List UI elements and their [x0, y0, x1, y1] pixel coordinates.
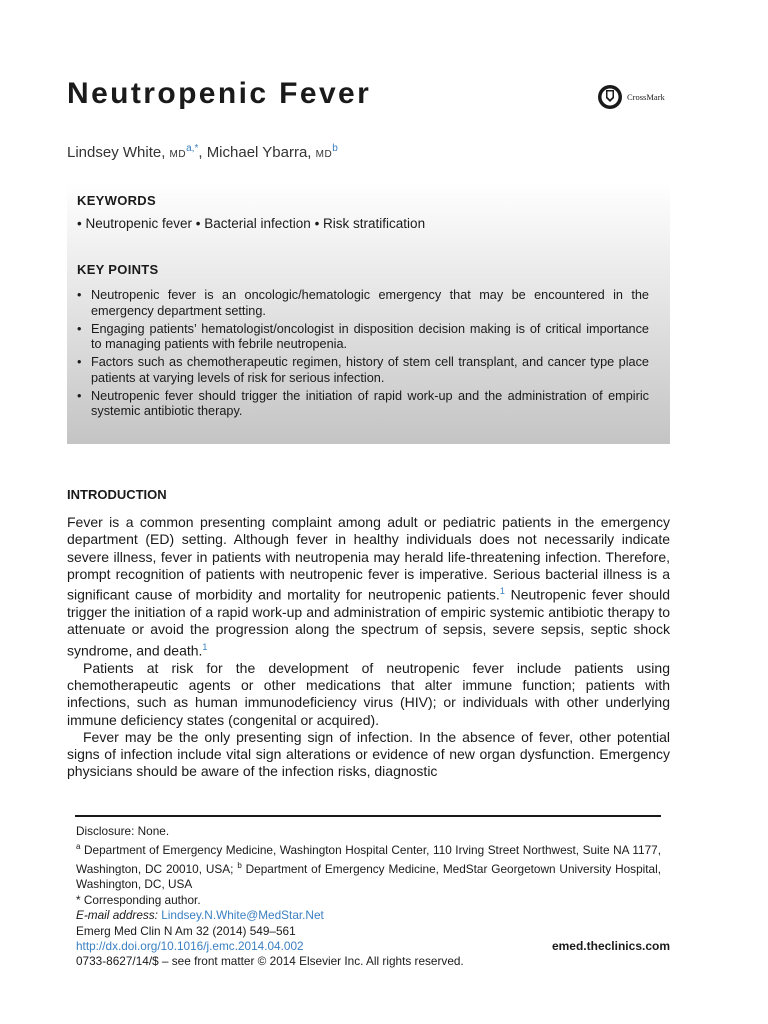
- journal-citation: Emerg Med Clin N Am 32 (2014) 549–561: [76, 924, 296, 938]
- copyright: 0733-8627/14/$ – see front matter © 2014 Elsevier Inc. All rights reserved.: [76, 954, 464, 969]
- paragraph: [67, 514, 670, 660]
- paragraph: Fever may be the only presenting sign of infection. In the absence of fever, other potential signs of infection include vital sign alterations or evidence of new organ dysfunction. Emergency physicians should be aware of the infection risks, diagnostic: [67, 728, 670, 780]
- affiliation-marker[interactable]: b: [332, 143, 338, 154]
- reference-link[interactable]: 1: [499, 586, 505, 597]
- affiliations: [76, 839, 661, 892]
- keywords-list: • Neutropenic fever • Bacterial infection • Risk stratification: [77, 216, 426, 231]
- affiliation-mark: a: [76, 842, 81, 852]
- affiliation-marker[interactable]: a,*: [186, 143, 199, 154]
- crossmark-badge[interactable]: [597, 84, 665, 110]
- email-label: E-mail address:: [76, 907, 158, 922]
- crossmark-label: CrossMark: [627, 92, 665, 102]
- keywords-keypoints-box: [67, 183, 670, 444]
- doi-link[interactable]: http://dx.doi.org/10.1016/j.emc.2014.04.002: [76, 939, 304, 954]
- author-degree: MD: [169, 149, 187, 160]
- paragraph-text: Fever is a common presenting complaint among adult or pediatric patients in the emergency department (ED) setting. Although fever in healthy individuals does not necessarily indicate severe illness, fever in patients with neutropenia may herald life-threatening infection. Therefore, prompt recognition of patients with neutropenic fever is imperative. Serious bacterial illness is a significant cause of morbidity and mortality for neutropenic patients.: [67, 514, 670, 603]
- keywords-heading: KEYWORDS: [77, 193, 156, 208]
- email-link[interactable]: Lindsey.N.White@MedStar.Net: [161, 907, 324, 922]
- affiliation-text: Department of Emergency Medicine, Washington Hospital Center, 110 Irving Street Northwest, Suite NA 1177, Washington, DC 20010, USA;: [76, 843, 661, 877]
- affiliation-text: Department of Emergency Medicine, MedStar Georgetown University Hospital, Washington, DC, USA: [76, 862, 661, 892]
- journal-info: [76, 924, 670, 970]
- author-name: Michael Ybarra,: [206, 144, 316, 161]
- key-point-item: • Neutropenic fever is an oncologic/hematologic emergency that may be encountered in the emergency department setting.: [77, 288, 649, 319]
- author-degree: MD: [315, 149, 333, 160]
- reference-link[interactable]: 1: [202, 641, 208, 652]
- affiliation-mark: b: [237, 861, 242, 871]
- key-point-item: • Factors such as chemotherapeutic regimen, history of stem cell transplant, and cancer type place patients at varying levels of risk for serious infection.: [77, 355, 649, 386]
- author-name: Lindsey White,: [67, 144, 170, 161]
- journal-site[interactable]: emed.theclinics.com: [551, 939, 670, 953]
- key-point-item: • Engaging patients’ hematologist/oncologist in disposition decision making is of critical importance to managing patients with febrile neutropenia.: [77, 322, 649, 353]
- footnotes: [76, 824, 661, 923]
- author-separator: ,: [198, 144, 207, 161]
- email-line: [76, 908, 661, 923]
- key-point-item: • Neutropenic fever should trigger the initiation of rapid work-up and the administration of empiric systemic antibiotic therapy.: [77, 389, 649, 420]
- article-title: Neutropenic Fever: [67, 77, 372, 110]
- footnote-divider: [75, 815, 661, 817]
- disclosure: Disclosure: None.: [76, 824, 170, 838]
- author-line: [67, 143, 338, 161]
- paragraph-text: Neutropenic fever should trigger the initiation of a rapid work-up and administration of empiric systemic antibiotic therapy to attenuate or avoid the progression along the spectrum of sepsis, severe sepsis, septic shock syndrome, and death.: [67, 586, 670, 659]
- section-heading-introduction: INTRODUCTION: [67, 487, 167, 502]
- corresponding-author: * Corresponding author.: [76, 892, 201, 907]
- key-points-heading: KEY POINTS: [77, 262, 159, 277]
- paragraph: Patients at risk for the development of neutropenic fever include patients using chemotherapeutic agents or other medications that alter immune function; patients with infections, such as human immunodeficiency virus (HIV); or individuals with other underlying immune deficiency states (congenital or acquired).: [67, 659, 670, 728]
- introduction-body: [67, 514, 670, 781]
- crossmark-icon: [597, 84, 623, 110]
- key-points-list: [77, 288, 649, 422]
